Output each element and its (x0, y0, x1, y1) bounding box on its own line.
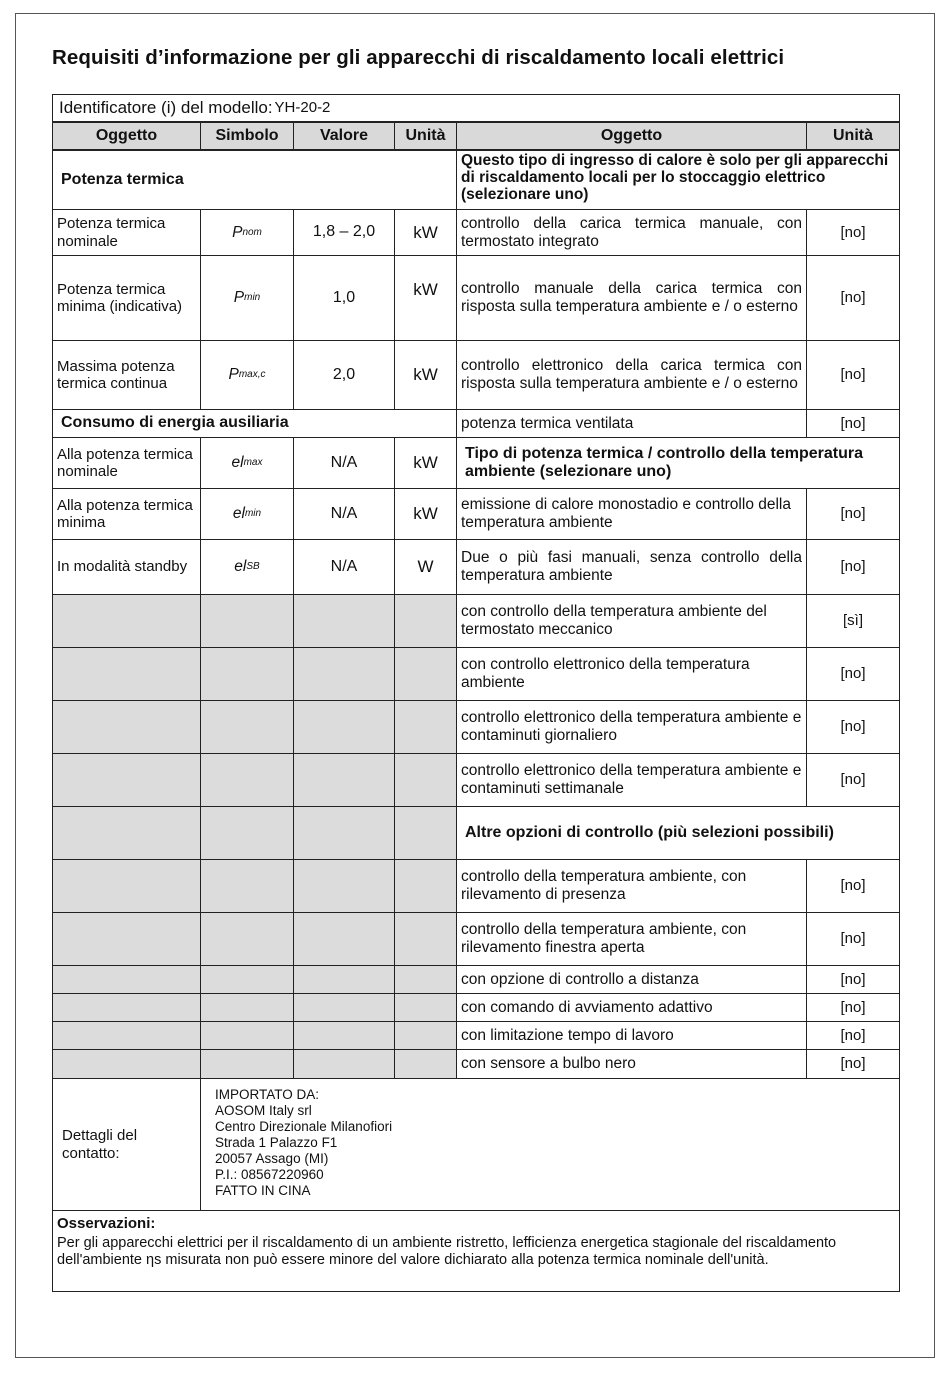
gray-cell (52, 806, 201, 860)
gray-cell (293, 753, 395, 807)
gray-cell (394, 965, 457, 994)
section-altre-opzioni: Altre opzioni di controllo (più selezioni possibili) (456, 806, 900, 860)
gray-cell (52, 1021, 201, 1050)
right-unit-12: [no] (806, 912, 900, 966)
left-value-5: N/A (293, 488, 395, 540)
right-item-8: con controllo elettronico della temperatura ambiente (456, 647, 807, 701)
remarks-title: Osservazioni: (57, 1215, 156, 1232)
gray-cell (394, 806, 457, 860)
header-unit-right: Unità (806, 122, 900, 150)
header-value: Valore (293, 122, 395, 150)
gray-cell (52, 1049, 201, 1079)
contact-line: FATTO IN CINA (215, 1182, 311, 1198)
gray-cell (394, 753, 457, 807)
contact-line: Strada 1 Palazzo F1 (215, 1134, 338, 1150)
section-potenza-termica: Potenza termica (52, 150, 457, 210)
left-unit-3: kW (394, 340, 457, 410)
left-unit-5: kW (394, 488, 457, 540)
model-identifier (52, 94, 900, 122)
gray-cell (52, 859, 201, 913)
gray-cell (293, 965, 395, 994)
model-label: Identificatore (i) del modello: (59, 98, 273, 118)
left-symbol-1: P nom (200, 209, 294, 256)
left-unit-2: kW (394, 255, 457, 341)
right-item-9: controllo elettronico della temperatura ambiente e contaminuti giornaliero (456, 700, 807, 754)
contact-line: P.I.: 08567220960 (215, 1166, 324, 1182)
left-item-1: Potenza termica nominale (52, 209, 201, 256)
right-unit-15: [no] (806, 1021, 900, 1050)
right-item-11: controllo della temperatura ambiente, con rilevamento di presenza (456, 859, 807, 913)
right-unit-3: [no] (806, 340, 900, 410)
right-item-2: controllo manuale della carica termica con risposta sulla temperatura ambiente e / o esterno (456, 255, 807, 341)
gray-cell (200, 965, 294, 994)
left-symbol-6: el SB (200, 539, 294, 595)
gray-cell (293, 912, 395, 966)
right-unit-13: [no] (806, 965, 900, 994)
right-item-14: con comando di avviamento adattivo (456, 993, 807, 1022)
left-item-4: Alla potenza termica nominale (52, 437, 201, 489)
left-symbol-2: P min (200, 255, 294, 341)
right-item-5: emissione di calore monostadio e controllo della temperatura ambiente (456, 488, 807, 540)
gray-cell (200, 700, 294, 754)
contact-line: 20057 Assago (MI) (215, 1150, 329, 1166)
contact-label: Dettagli del contatto: (52, 1078, 201, 1211)
gray-cell (52, 594, 201, 648)
gray-cell (200, 912, 294, 966)
gray-cell (52, 965, 201, 994)
left-item-2: Potenza termica minima (indicativa) (52, 255, 201, 341)
left-unit-1: kW (394, 209, 457, 256)
right-item-13: con opzione di controllo a distanza (456, 965, 807, 994)
right-item-4: potenza termica ventilata (456, 409, 807, 438)
gray-cell (394, 912, 457, 966)
right-item-1: controllo della carica termica manuale, con termostato integrato (456, 209, 807, 256)
left-value-3: 2,0 (293, 340, 395, 410)
right-unit-10: [no] (806, 753, 900, 807)
gray-cell (293, 700, 395, 754)
right-unit-5: [no] (806, 488, 900, 540)
gray-cell (200, 859, 294, 913)
header-unit: Unità (394, 122, 457, 150)
header-symbol: Simbolo (200, 122, 294, 150)
left-item-3: Massima potenza termica continua (52, 340, 201, 410)
gray-cell (52, 647, 201, 701)
left-value-6: N/A (293, 539, 395, 595)
left-value-2: 1,0 (293, 255, 395, 341)
remarks-text: Per gli apparecchi elettrici per il riscaldamento di un ambiente ristretto, lefficienza energetica stagionale del riscaldamento dell'ambiente ηs misurata non può essere minore del valore dichiarato alla potenza termica nominale dell'unità. (57, 1235, 837, 1268)
gray-cell (52, 700, 201, 754)
gray-cell (52, 993, 201, 1022)
gray-cell (200, 1021, 294, 1050)
left-symbol-3: P max,c (200, 340, 294, 410)
model-value: YH-20-2 (274, 99, 331, 117)
gray-cell (394, 1049, 457, 1079)
contact-line: IMPORTATO DA: (215, 1087, 320, 1102)
gray-cell (200, 594, 294, 648)
info-table (52, 94, 900, 1292)
right-item-10: controllo elettronico della temperatura ambiente e contaminuti settimanale (456, 753, 807, 807)
remarks-box (52, 1210, 900, 1292)
contact-line: Centro Direzionale Milanofiori (215, 1118, 393, 1134)
gray-cell (52, 753, 201, 807)
right-unit-7: [sì] (806, 594, 900, 648)
gray-cell (394, 700, 457, 754)
right-item-3: controllo elettronico della carica termica con risposta sulla temperatura ambiente e / o esterno (456, 340, 807, 410)
gray-cell (394, 647, 457, 701)
gray-cell (394, 594, 457, 648)
gray-cell (200, 993, 294, 1022)
right-unit-16: [no] (806, 1049, 900, 1079)
gray-cell (394, 859, 457, 913)
left-symbol-5: el min (200, 488, 294, 540)
right-item-16: con sensore a bulbo nero (456, 1049, 807, 1079)
right-unit-2: [no] (806, 255, 900, 341)
gray-cell (52, 912, 201, 966)
gray-cell (200, 806, 294, 860)
gray-cell (293, 859, 395, 913)
right-item-15: con limitazione tempo di lavoro (456, 1021, 807, 1050)
right-unit-9: [no] (806, 700, 900, 754)
right-item-12: controllo della temperatura ambiente, con rilevamento finestra aperta (456, 912, 807, 966)
gray-cell (394, 993, 457, 1022)
gray-cell (200, 1049, 294, 1079)
right-unit-11: [no] (806, 859, 900, 913)
left-unit-6: W (394, 539, 457, 595)
left-item-5: Alla potenza termica minima (52, 488, 201, 540)
gray-cell (394, 1021, 457, 1050)
left-value-1: 1,8 – 2,0 (293, 209, 395, 256)
gray-cell (293, 1021, 395, 1050)
header-item: Oggetto (52, 122, 201, 150)
right-item-6: Due o più fasi manuali, senza controllo della temperatura ambiente (456, 539, 807, 595)
contact-line: AOSOM Italy srl (215, 1102, 312, 1118)
gray-cell (293, 647, 395, 701)
right-unit-14: [no] (806, 993, 900, 1022)
gray-cell (200, 753, 294, 807)
gray-cell (293, 806, 395, 860)
left-unit-4: kW (394, 437, 457, 489)
gray-cell (293, 1049, 395, 1079)
gray-cell (200, 647, 294, 701)
header-item-right: Oggetto (456, 122, 807, 150)
left-item-6: In modalità standby (52, 539, 201, 595)
section-tipo-potenza: Tipo di potenza termica / controllo della temperatura ambiente (selezionare uno) (456, 437, 900, 489)
document-title: Requisiti d’informazione per gli apparecchi di riscaldamento locali elettrici (52, 46, 785, 69)
section-consumo: Consumo di energia ausiliaria (52, 409, 457, 438)
right-unit-4: [no] (806, 409, 900, 438)
right-unit-1: [no] (806, 209, 900, 256)
gray-cell (293, 594, 395, 648)
left-symbol-4: el max (200, 437, 294, 489)
section-stoccaggio: Questo tipo di ingresso di calore è solo per gli apparecchi di riscaldamento locali per lo stoccaggio elettrico (selezionare uno) (456, 150, 900, 210)
left-value-4: N/A (293, 437, 395, 489)
right-unit-8: [no] (806, 647, 900, 701)
gray-cell (293, 993, 395, 1022)
contact-details (200, 1078, 900, 1211)
right-unit-6: [no] (806, 539, 900, 595)
right-item-7: con controllo della temperatura ambiente del termostato meccanico (456, 594, 807, 648)
